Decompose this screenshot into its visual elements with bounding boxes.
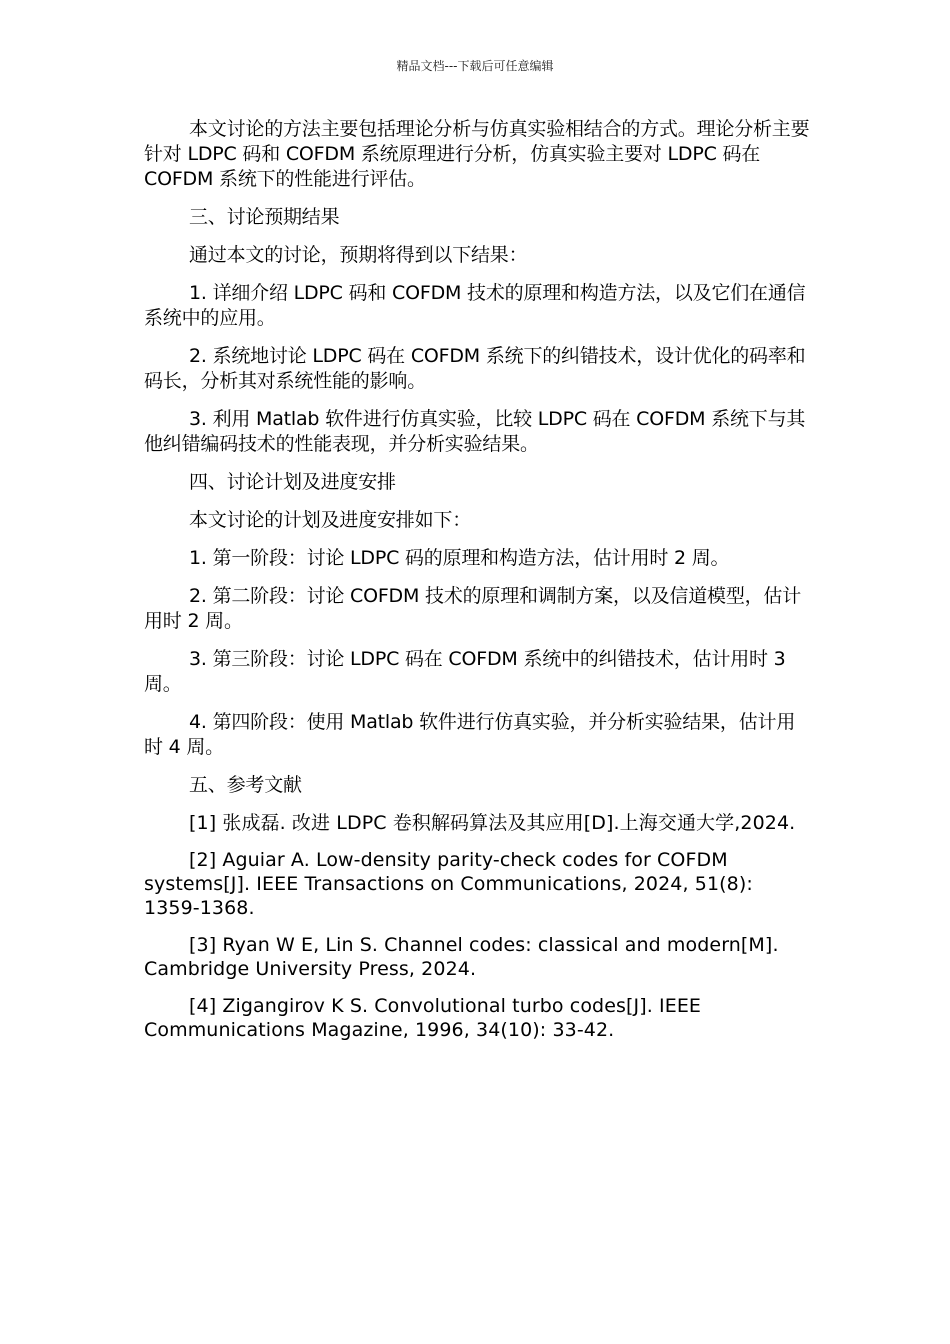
reference-item: [3] Ryan W E, Lin S. Channel codes: classical and modern[M]. Cambridge University Press, 2024. <box>144 934 779 980</box>
section-heading-references: 五、参考文献 <box>189 774 302 796</box>
reference-item: [2] Aguiar A. Low-density parity-check codes for COFDM systems[J]. IEEE Transactions on Communications, 2024, 51(8): 1359-1368. <box>144 849 753 919</box>
method-paragraph: 本文讨论的方法主要包括理论分析与仿真实验相结合的方式。理论分析主要针对 LDPC 码和 COFDM 系统原理进行分析，仿真实验主要对 LDPC 码在 COFDM 系统下的性能进行评估。 <box>144 118 810 190</box>
page-header: 精品文档---下载后可任意编辑 <box>396 59 554 73</box>
expected-results-intro: 通过本文的讨论，预期将得到以下结果： <box>189 244 528 266</box>
reference-item: [1] 张成磊. 改进 LDPC 卷积解码算法及其应用[D].上海交通大学,2024. <box>189 812 796 834</box>
schedule-item: 3. 第三阶段：讨论 LDPC 码在 COFDM 系统中的纠错技术，估计用时 3 周。 <box>144 648 786 695</box>
section-heading-expected-results: 三、讨论预期结果 <box>189 206 340 228</box>
schedule-item: 4. 第四阶段：使用 Matlab 软件进行仿真实验，并分析实验结果，估计用时 4 周。 <box>144 711 796 758</box>
expected-result-item: 1. 详细介绍 LDPC 码和 COFDM 技术的原理和构造方法，以及它们在通信系统中的应用。 <box>144 282 806 329</box>
expected-result-item: 2. 系统地讨论 LDPC 码在 COFDM 系统下的纠错技术，设计优化的码率和码长，分析其对系统性能的影响。 <box>144 345 806 392</box>
document-body <box>144 117 810 1055</box>
expected-result-item: 3. 利用 Matlab 软件进行仿真实验，比较 LDPC 码在 COFDM 系统下与其他纠错编码技术的性能表现，并分析实验结果。 <box>144 408 806 455</box>
reference-item: [4] Zigangirov K S. Convolutional turbo codes[J]. IEEE Communications Magazine, 1996, 34(10): 33-42. <box>144 995 702 1041</box>
section-heading-schedule: 四、讨论计划及进度安排 <box>189 471 396 493</box>
schedule-item: 2. 第二阶段：讨论 COFDM 技术的原理和调制方案，以及信道模型，估计用时 2 周。 <box>144 585 802 632</box>
schedule-intro: 本文讨论的计划及进度安排如下： <box>189 509 472 531</box>
schedule-item: 1. 第一阶段：讨论 LDPC 码的原理和构造方法，估计用时 2 周。 <box>189 547 730 569</box>
